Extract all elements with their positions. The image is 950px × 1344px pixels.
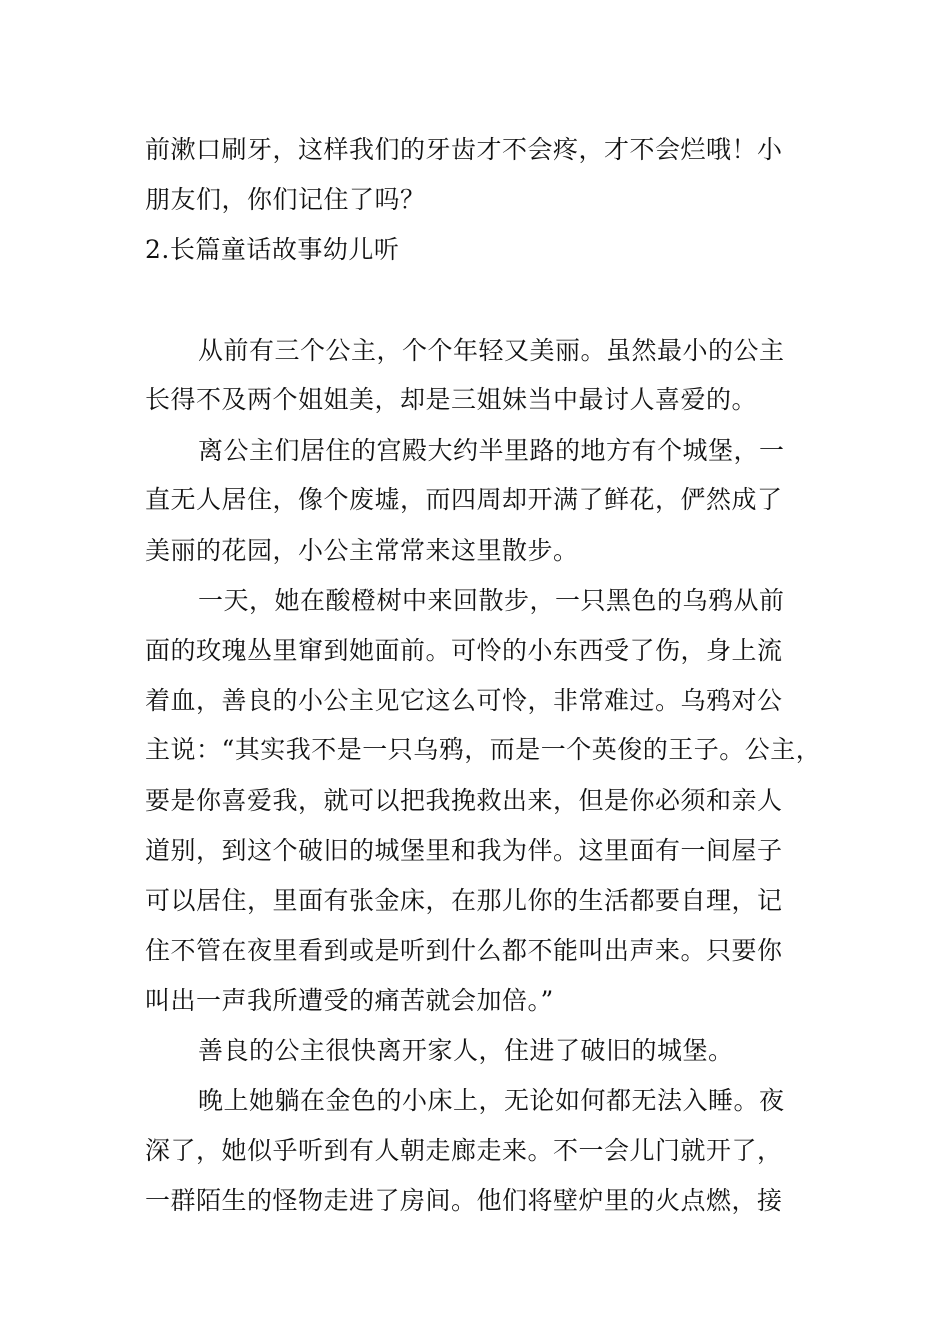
paragraph-line: 离公主们居住的宫殿大约半里路的地方有个城堡，一 (198, 436, 785, 465)
paragraph-line: 道别，到这个破旧的城堡里和我为伴。这里面有一间屋子 (145, 836, 783, 865)
paragraph-line: 主说：“其实我不是一只乌鸦，而是一个英俊的王子。公主， (145, 735, 822, 764)
paragraph-line: 可以居住，里面有张金床，在那儿你的生活都要自理，记 (145, 886, 783, 915)
paragraph-line: 叫出一声我所遭受的痛苦就会加倍。” (145, 986, 554, 1015)
intro-line-1: 前漱口刷牙，这样我们的牙齿才不会疼，才不会烂哦！小 (145, 135, 783, 164)
paragraph-line: 一天，她在酸橙树中来回散步，一只黑色的乌鸦从前 (198, 586, 785, 615)
paragraph-line: 深了，她似乎听到有人朝走廊走来。不一会儿门就开了， (145, 1136, 783, 1165)
paragraph-line: 从前有三个公主，个个年轻又美丽。虽然最小的公主 (198, 336, 785, 365)
paragraph-line: 面的玫瑰丛里窜到她面前。可怜的小东西受了伤，身上流 (145, 636, 783, 665)
paragraph-line: 着血，善良的小公主见它这么可怜，非常难过。乌鸦对公 (145, 686, 783, 715)
intro-line-2: 朋友们，你们记住了吗？ (145, 185, 426, 214)
paragraph-line: 长得不及两个姐姐美，却是三姐妹当中最讨人喜爱的。 (145, 385, 758, 414)
paragraph-line: 要是你喜爱我，就可以把我挽救出来，但是你必须和亲人 (145, 786, 783, 815)
paragraph-line: 一群陌生的怪物走进了房间。他们将壁炉里的火点燃，接 (145, 1186, 783, 1215)
paragraph-line: 善良的公主很快离开家人，住进了破旧的城堡。 (198, 1036, 734, 1065)
section-heading: 2.长篇童话故事幼儿听 (145, 235, 400, 264)
paragraph-line: 直无人居住，像个废墟，而四周却开满了鲜花，俨然成了 (145, 485, 783, 514)
paragraph-line: 住不管在夜里看到或是听到什么都不能叫出声来。只要你 (145, 936, 783, 965)
paragraph-line: 美丽的花园，小公主常常来这里散步。 (145, 536, 579, 565)
paragraph-line: 晚上她躺在金色的小床上，无论如何都无法入睡。夜 (198, 1086, 785, 1115)
